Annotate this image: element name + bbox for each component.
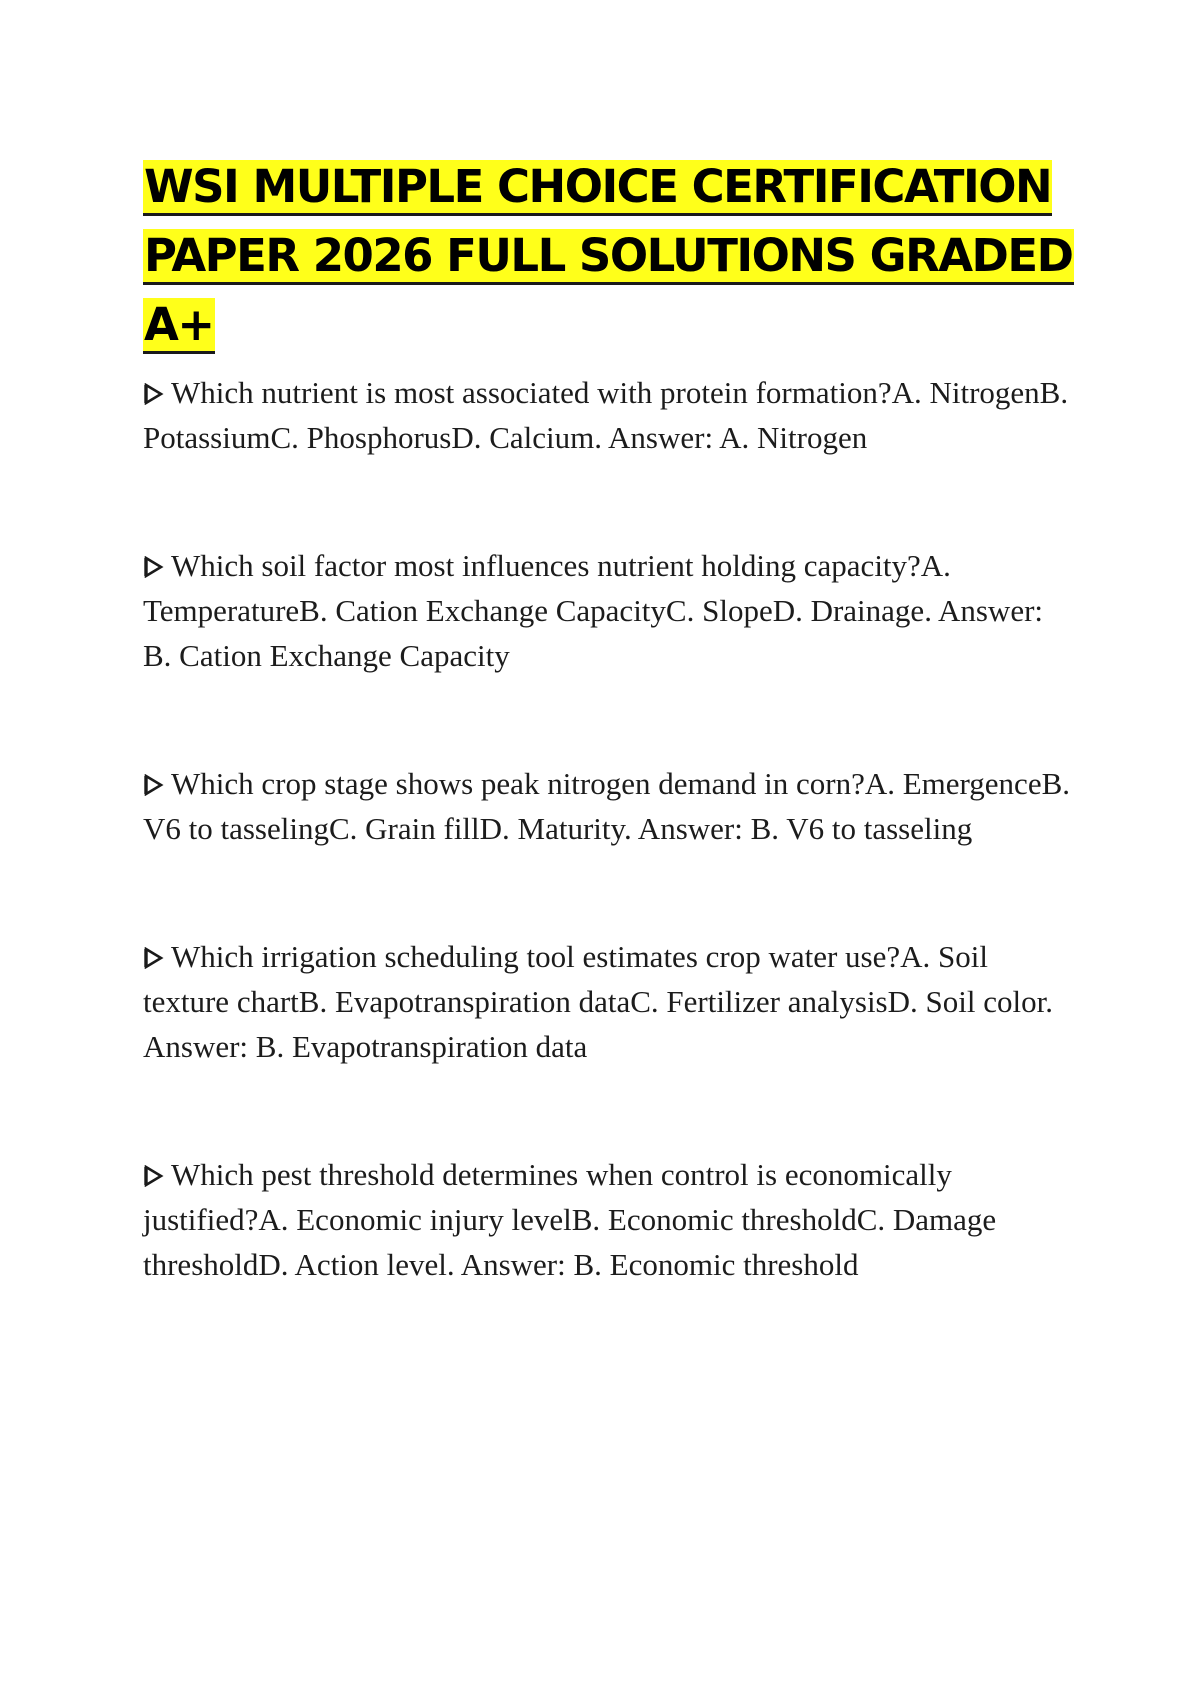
question-item [143, 1152, 1073, 1287]
question-text: Which crop stage shows peak nitrogen demand in corn?A. EmergenceB. V6 to tasselingC. Grain fillD. Maturity. Answer: B. V6 to tasseling [143, 766, 1070, 846]
document-title-block [143, 152, 1083, 359]
question-item [143, 934, 1073, 1069]
arrowhead-bullet-icon [143, 774, 164, 796]
arrowhead-bullet-icon [143, 556, 164, 578]
document-title: WSI MULTIPLE CHOICE CERTIFICATION PAPER 2026 FULL SOLUTIONS GRADED A+ [143, 160, 1074, 354]
arrowhead-bullet-icon [143, 1165, 164, 1187]
question-text: Which pest threshold determines when control is economically justified?A. Economic injury levelB. Economic thresholdC. Damage thresholdD. Action level. Answer: B. Economic threshold [143, 1157, 997, 1282]
question-item [143, 761, 1073, 851]
arrowhead-bullet-icon [143, 947, 164, 969]
question-text: Which irrigation scheduling tool estimates crop water use?A. Soil texture chartB. Evapotranspiration dataC. Fertilizer analysisD. Soil color. Answer: B. Evapotranspiration data [143, 939, 1053, 1064]
question-list [143, 370, 1073, 1370]
question-item [143, 370, 1073, 460]
question-text: Which soil factor most influences nutrient holding capacity?A. TemperatureB. Cation Exchange CapacityC. SlopeD. Drainage. Answer: B. Cation Exchange Capacity [143, 548, 1044, 673]
arrowhead-bullet-icon [143, 383, 164, 405]
question-text: Which nutrient is most associated with protein formation?A. NitrogenB. PotassiumC. PhosphorusD. Calcium. Answer: A. Nitrogen [143, 375, 1069, 455]
question-item [143, 543, 1073, 678]
